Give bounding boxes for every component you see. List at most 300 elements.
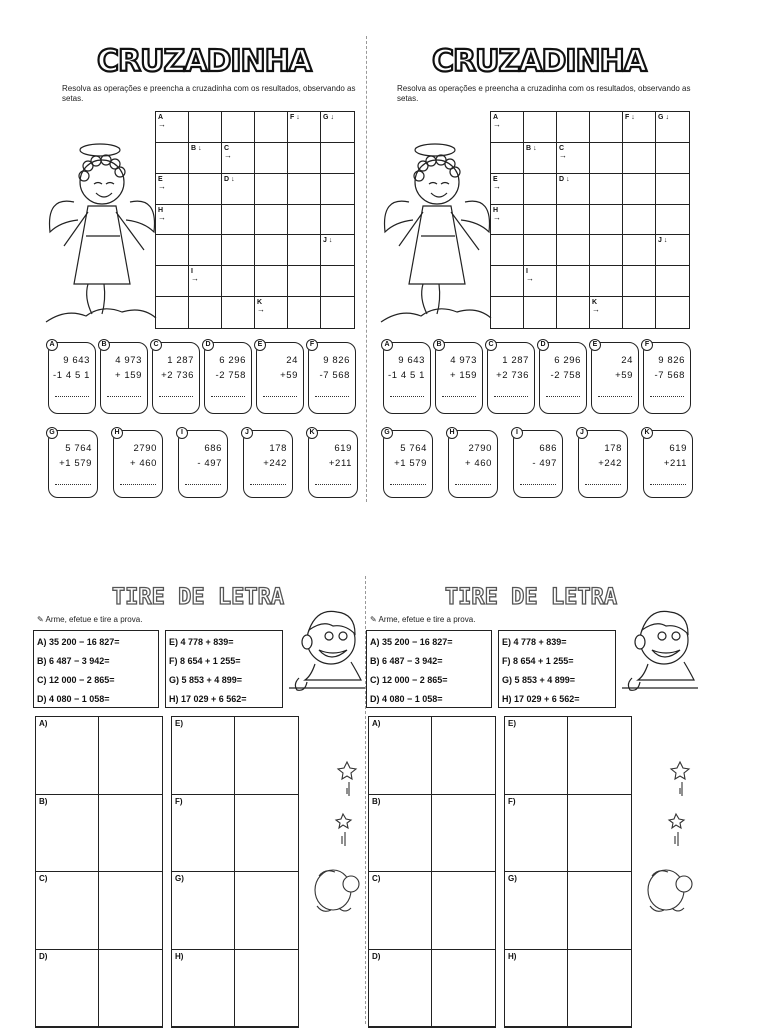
crossword-clue-i: I xyxy=(191,268,193,276)
crossword-cell[interactable] xyxy=(557,235,590,266)
work-grid-subtraction xyxy=(368,716,496,1028)
operation-letter-badge: G xyxy=(46,427,58,439)
tire-de-letra-panel-left xyxy=(33,576,365,1024)
answer-field[interactable] xyxy=(442,393,476,397)
clue-arrow-icon: → xyxy=(493,181,501,191)
cruzadinha-panel-right xyxy=(371,36,697,500)
crossword-cell[interactable] xyxy=(491,143,524,174)
answer-field[interactable] xyxy=(546,393,580,397)
operation-letter-badge: H xyxy=(446,427,458,439)
crossword-cell[interactable] xyxy=(222,235,255,266)
work-cell[interactable] xyxy=(369,717,432,795)
answer-field[interactable] xyxy=(598,393,632,397)
crossword-cell[interactable] xyxy=(321,143,354,174)
crossword-clue-f: F xyxy=(290,114,295,121)
crossword-cell[interactable] xyxy=(189,174,222,205)
crossword-cell[interactable] xyxy=(623,112,656,143)
clue-arrow-icon: ↓ xyxy=(631,114,635,121)
crossword-cell[interactable] xyxy=(189,266,222,297)
operand-bottom: +242 xyxy=(598,458,622,469)
crossword-cell[interactable] xyxy=(255,112,288,143)
work-cell[interactable] xyxy=(369,795,432,873)
operation-card-d xyxy=(539,342,587,414)
crossword-cell[interactable] xyxy=(156,235,189,266)
proof-cell[interactable] xyxy=(568,795,631,873)
crossword-clue-a: A xyxy=(158,114,164,121)
proof-cell[interactable] xyxy=(568,717,631,795)
answer-field[interactable] xyxy=(315,481,351,485)
operations-box-addition xyxy=(498,630,616,708)
answer-field[interactable] xyxy=(55,393,89,397)
crossword-cell[interactable] xyxy=(491,266,524,297)
clue-arrow-icon: ↓ xyxy=(198,144,202,152)
work-cell-label: C) xyxy=(39,874,48,883)
work-cell-label: F) xyxy=(508,796,516,806)
work-cell[interactable] xyxy=(505,795,568,873)
crossword-cell[interactable] xyxy=(189,143,222,174)
crossword-clue-c: C xyxy=(224,144,230,152)
operation-card-i xyxy=(513,430,563,498)
crossword-cell[interactable] xyxy=(557,143,590,174)
boy-illustration xyxy=(622,602,698,702)
operation-card-c xyxy=(487,342,535,414)
crossword-clue-a: A xyxy=(493,114,499,121)
operation-letter-badge: K xyxy=(641,427,653,439)
operation-letter-badge: I xyxy=(511,427,523,439)
answer-field[interactable] xyxy=(315,393,349,397)
crossword-cell[interactable] xyxy=(156,297,189,328)
crossword-cell[interactable] xyxy=(524,266,557,297)
crossword-cell[interactable] xyxy=(255,266,288,297)
operand-top: 1 287 xyxy=(502,355,529,366)
crossword-cell[interactable] xyxy=(524,143,557,174)
proof-cell[interactable] xyxy=(432,795,495,873)
crossword-clue-marker xyxy=(191,145,202,152)
work-cell-label: C) xyxy=(372,874,381,883)
answer-field[interactable] xyxy=(250,481,286,485)
answer-field[interactable] xyxy=(520,481,556,485)
work-cell-label: G) xyxy=(175,874,184,883)
crossword-cell[interactable] xyxy=(491,174,524,205)
crossword-cell[interactable] xyxy=(222,297,255,328)
operation-card-e xyxy=(591,342,639,414)
crossword-clue-j: J xyxy=(323,237,327,245)
operand-bottom: +1 579 xyxy=(59,458,92,469)
crossword-cell[interactable] xyxy=(321,174,354,205)
crossword-cell[interactable] xyxy=(623,235,656,266)
tire-de-letra-panel-right xyxy=(366,576,698,1024)
answer-field[interactable] xyxy=(159,393,193,397)
operation-line: C) 12 000 − 2 865= xyxy=(37,675,115,685)
crossword-cell[interactable] xyxy=(590,143,623,174)
crossword-clue-marker xyxy=(625,114,635,121)
crossword-cell[interactable] xyxy=(524,112,557,143)
crossword-clue-b: B xyxy=(526,144,532,152)
operation-line: E) 4 778 + 839= xyxy=(502,637,567,647)
crossword-clue-b: B xyxy=(191,144,197,152)
clue-arrow-icon: → xyxy=(526,274,534,284)
crossword-cell[interactable] xyxy=(288,266,321,297)
work-grid-addition xyxy=(171,716,299,1028)
operation-line: D) 4 080 − 1 058= xyxy=(370,694,443,704)
operation-card-j xyxy=(243,430,293,498)
operand-top: 24 xyxy=(286,355,298,366)
proof-cell[interactable] xyxy=(568,872,631,950)
work-cell-label: A) xyxy=(39,719,48,728)
operand-bottom: + 460 xyxy=(464,458,492,469)
crossword-cell[interactable] xyxy=(222,143,255,174)
tire-de-letra-title xyxy=(426,582,636,610)
operations-row-2 xyxy=(48,430,358,498)
cruzadinha-title xyxy=(432,40,646,80)
crossword-clue-g: G xyxy=(323,114,329,121)
crossword-cell[interactable] xyxy=(656,266,689,297)
operation-card-g xyxy=(383,430,433,498)
answer-field[interactable] xyxy=(390,393,424,397)
operation-letter-badge: B xyxy=(98,339,110,351)
operation-letter-badge: G xyxy=(381,427,393,439)
answer-field[interactable] xyxy=(55,481,91,485)
crossword-cell[interactable] xyxy=(557,266,590,297)
operand-top: 178 xyxy=(604,443,622,454)
crossword-cell[interactable] xyxy=(288,143,321,174)
crossword-cell[interactable] xyxy=(656,112,689,143)
work-cell[interactable] xyxy=(172,717,235,795)
work-cell-label: H) xyxy=(508,951,517,961)
operation-card-e xyxy=(256,342,304,414)
operation-card-k xyxy=(308,430,358,498)
work-cell[interactable] xyxy=(505,950,568,1028)
crossword-clue-k: K xyxy=(257,299,263,307)
work-cell[interactable] xyxy=(505,717,568,795)
clue-arrow-icon: → xyxy=(158,181,166,191)
operation-card-f xyxy=(308,342,356,414)
operand-top: 1 287 xyxy=(167,355,194,366)
crossword-cell[interactable] xyxy=(255,297,288,328)
operations-box-subtraction xyxy=(33,630,159,708)
crossword-cell[interactable] xyxy=(557,112,590,143)
crossword-cell[interactable] xyxy=(288,174,321,205)
answer-field[interactable] xyxy=(211,393,245,397)
crossword-cell[interactable] xyxy=(623,143,656,174)
work-grid-addition xyxy=(504,716,632,1028)
crossword-clue-i: I xyxy=(526,268,528,276)
crossword-cell[interactable] xyxy=(222,112,255,143)
operation-line: G) 5 853 + 4 899= xyxy=(502,675,576,685)
cruzadinha-instruction: Resolva as operações e preencha a cruzadinha com os resultados, observando as setas. xyxy=(62,84,356,103)
clue-arrow-icon: ↓ xyxy=(328,237,333,245)
operation-card-h xyxy=(448,430,498,498)
operand-top: 4 973 xyxy=(115,355,142,366)
crossword-clue-marker xyxy=(658,114,669,121)
crossword-clue-marker xyxy=(158,114,166,128)
operations-row-2 xyxy=(383,430,693,498)
crossword-cell[interactable] xyxy=(156,266,189,297)
crossword-clue-d: D xyxy=(559,175,565,183)
crossword-cell[interactable] xyxy=(590,205,623,236)
clue-arrow-icon: ↓ xyxy=(231,175,235,183)
work-cell[interactable] xyxy=(172,872,235,950)
crossword-cell[interactable] xyxy=(288,297,321,328)
operation-line: D) 4 080 − 1 058= xyxy=(37,694,110,704)
crossword-cell[interactable] xyxy=(656,143,689,174)
operand-bottom: +1 579 xyxy=(394,458,427,469)
operation-line: H) 17 029 + 6 562= xyxy=(169,694,247,704)
operand-bottom: + 460 xyxy=(129,458,157,469)
crossword-cell[interactable] xyxy=(156,174,189,205)
answer-field[interactable] xyxy=(263,393,297,397)
crossword-clue-h: H xyxy=(158,206,164,214)
crossword-cell[interactable] xyxy=(590,266,623,297)
pencil-icon: ✎ xyxy=(370,615,377,624)
crossword-cell[interactable] xyxy=(222,205,255,236)
operand-bottom: +2 736 xyxy=(161,370,194,381)
crossword-clue-h: H xyxy=(493,206,499,214)
crossword-clue-j: J xyxy=(658,237,662,245)
proof-cell[interactable] xyxy=(432,872,495,950)
crossword-cell[interactable] xyxy=(590,112,623,143)
operation-letter-badge: D xyxy=(202,339,214,351)
cut-line-top xyxy=(366,36,367,502)
proof-cell[interactable] xyxy=(432,717,495,795)
operand-bottom: +59 xyxy=(280,370,298,381)
operation-line: H) 17 029 + 6 562= xyxy=(502,694,580,704)
work-cell[interactable] xyxy=(36,717,99,795)
crossword-cell[interactable] xyxy=(557,205,590,236)
crossword-cell[interactable] xyxy=(590,235,623,266)
operand-top: 9 643 xyxy=(398,355,425,366)
angel-illustration xyxy=(44,132,156,328)
operand-bottom: -7 568 xyxy=(654,370,685,381)
operation-card-k xyxy=(643,430,693,498)
crossword-cell[interactable] xyxy=(321,205,354,236)
boy-illustration xyxy=(289,602,365,702)
operand-bottom: +211 xyxy=(328,458,352,469)
proof-cell[interactable] xyxy=(235,950,298,1028)
operand-bottom: +2 736 xyxy=(496,370,529,381)
operand-top: 2790 xyxy=(133,443,157,454)
crossword-cell[interactable] xyxy=(255,205,288,236)
crossword-cell[interactable] xyxy=(590,297,623,328)
operation-card-i xyxy=(178,430,228,498)
crossword-cell[interactable] xyxy=(656,205,689,236)
crossword-cell[interactable] xyxy=(656,297,689,328)
operations-box-subtraction xyxy=(366,630,492,708)
tire-de-letra-instruction xyxy=(370,615,475,624)
crossword-clue-marker xyxy=(658,237,667,244)
crossword-cell[interactable] xyxy=(255,143,288,174)
crossword-clue-e: E xyxy=(158,175,163,183)
crossword-cell[interactable] xyxy=(288,235,321,266)
operation-line: F) 8 654 + 1 255= xyxy=(169,656,241,666)
crossword-cell[interactable] xyxy=(524,235,557,266)
operand-top: 686 xyxy=(204,443,222,454)
proof-cell[interactable] xyxy=(568,950,631,1028)
crossword-clue-marker xyxy=(158,207,166,221)
clue-arrow-icon: → xyxy=(257,305,265,315)
operation-letter-badge: K xyxy=(306,427,318,439)
operation-letter-badge: E xyxy=(589,339,601,351)
crossword-clue-f: F xyxy=(625,114,630,121)
work-cell-label: E) xyxy=(508,719,516,728)
clue-arrow-icon: ↓ xyxy=(566,175,570,183)
operand-top: 686 xyxy=(539,443,557,454)
operation-letter-badge: A xyxy=(46,339,58,351)
crossword-cell[interactable] xyxy=(156,205,189,236)
answer-field[interactable] xyxy=(650,393,684,397)
operand-bottom: -1 4 5 1 xyxy=(387,370,425,381)
crossword-cell[interactable] xyxy=(623,205,656,236)
crossword-cell[interactable] xyxy=(321,266,354,297)
operation-letter-badge: J xyxy=(576,427,588,439)
operand-top: 5 764 xyxy=(400,443,427,454)
side-doodles xyxy=(636,756,698,926)
operation-letter-badge: C xyxy=(485,339,497,351)
crossword-cell[interactable] xyxy=(656,235,689,266)
proof-cell[interactable] xyxy=(99,872,162,950)
answer-field[interactable] xyxy=(120,481,156,485)
operand-bottom: -2 758 xyxy=(215,370,246,381)
crossword-cell[interactable] xyxy=(491,112,524,143)
crossword-cell[interactable] xyxy=(491,297,524,328)
operation-card-b xyxy=(100,342,148,414)
crossword-cell[interactable] xyxy=(524,297,557,328)
operation-line: A) 35 200 − 16 827= xyxy=(37,637,120,647)
crossword-cell[interactable] xyxy=(321,112,354,143)
work-cell[interactable] xyxy=(36,872,99,950)
work-cell[interactable] xyxy=(505,872,568,950)
operation-letter-badge: D xyxy=(537,339,549,351)
crossword-cell[interactable] xyxy=(189,112,222,143)
operation-letter-badge: H xyxy=(111,427,123,439)
crossword-cell[interactable] xyxy=(557,297,590,328)
proof-cell[interactable] xyxy=(99,950,162,1028)
crossword-grid xyxy=(155,111,355,329)
operations-row-1 xyxy=(383,342,691,414)
proof-cell[interactable] xyxy=(99,717,162,795)
crossword-cell[interactable] xyxy=(156,112,189,143)
crossword-cell[interactable] xyxy=(524,205,557,236)
crossword-clue-marker xyxy=(559,145,567,159)
clue-arrow-icon: → xyxy=(158,212,166,222)
work-cell-label: E) xyxy=(175,719,183,728)
crossword-clue-c: C xyxy=(559,144,565,152)
operation-card-b xyxy=(435,342,483,414)
crossword-cell[interactable] xyxy=(156,143,189,174)
answer-field[interactable] xyxy=(185,481,221,485)
crossword-cell[interactable] xyxy=(189,297,222,328)
crossword-cell[interactable] xyxy=(623,266,656,297)
crossword-cell[interactable] xyxy=(623,297,656,328)
crossword-cell[interactable] xyxy=(491,235,524,266)
operand-bottom: +59 xyxy=(615,370,633,381)
operation-letter-badge: F xyxy=(306,339,318,351)
crossword-cell[interactable] xyxy=(222,266,255,297)
operation-card-h xyxy=(113,430,163,498)
crossword-clue-d: D xyxy=(224,175,230,183)
crossword-cell[interactable] xyxy=(288,112,321,143)
operand-bottom: -2 758 xyxy=(550,370,581,381)
clue-arrow-icon: → xyxy=(592,305,600,315)
clue-arrow-icon: ↓ xyxy=(663,237,668,245)
proof-cell[interactable] xyxy=(235,872,298,950)
crossword-clue-marker xyxy=(493,114,501,128)
crossword-clue-g: G xyxy=(658,114,664,121)
answer-field[interactable] xyxy=(455,481,491,485)
work-cell-label: H) xyxy=(175,951,184,961)
crossword-cell[interactable] xyxy=(321,297,354,328)
crossword-cell[interactable] xyxy=(557,174,590,205)
crossword-cell[interactable] xyxy=(222,174,255,205)
clue-arrow-icon: ↓ xyxy=(296,114,300,121)
work-cell[interactable] xyxy=(172,950,235,1028)
tire-de-letra-title xyxy=(93,582,303,610)
operation-card-c xyxy=(152,342,200,414)
crossword-grid xyxy=(490,111,690,329)
work-cell[interactable] xyxy=(36,950,99,1028)
crossword-clue-marker xyxy=(224,176,235,183)
operand-bottom: -1 4 5 1 xyxy=(52,370,90,381)
cruzadinha-title-text: CRUZADINHA xyxy=(97,44,311,79)
work-cell[interactable] xyxy=(172,795,235,873)
operand-top: 9 826 xyxy=(323,355,350,366)
operand-top: 4 973 xyxy=(450,355,477,366)
crossword-cell[interactable] xyxy=(321,235,354,266)
answer-field[interactable] xyxy=(107,393,141,397)
work-cell[interactable] xyxy=(36,795,99,873)
work-cell[interactable] xyxy=(369,950,432,1028)
proof-cell[interactable] xyxy=(235,717,298,795)
proof-cell[interactable] xyxy=(99,795,162,873)
clue-arrow-icon: → xyxy=(158,120,166,129)
operand-top: 5 764 xyxy=(65,443,92,454)
proof-cell[interactable] xyxy=(235,795,298,873)
operation-line: B) 6 487 − 3 942= xyxy=(370,656,443,666)
operand-top: 619 xyxy=(334,443,352,454)
operand-bottom: - 497 xyxy=(532,458,557,469)
crossword-cell[interactable] xyxy=(189,235,222,266)
work-cell[interactable] xyxy=(369,872,432,950)
tire-de-letra-instruction-text: Arme, efetue e tire a prova. xyxy=(378,615,476,624)
operation-card-d xyxy=(204,342,252,414)
cruzadinha-instruction: Resolva as operações e preencha a cruzadinha com os resultados, observando as setas. xyxy=(397,84,691,103)
crossword-cell[interactable] xyxy=(189,205,222,236)
answer-field[interactable] xyxy=(390,481,426,485)
crossword-cell[interactable] xyxy=(590,174,623,205)
cruzadinha-title xyxy=(97,40,311,80)
crossword-cell[interactable] xyxy=(491,205,524,236)
crossword-cell[interactable] xyxy=(656,174,689,205)
operand-bottom: + 159 xyxy=(449,370,477,381)
crossword-clue-marker xyxy=(493,176,501,190)
operand-top: 178 xyxy=(269,443,287,454)
work-grid-subtraction xyxy=(35,716,163,1028)
clue-arrow-icon: ↓ xyxy=(665,114,669,121)
answer-field[interactable] xyxy=(585,481,621,485)
crossword-clue-marker xyxy=(191,268,199,282)
crossword-cell[interactable] xyxy=(255,235,288,266)
crossword-cell[interactable] xyxy=(288,205,321,236)
answer-field[interactable] xyxy=(494,393,528,397)
crossword-cell[interactable] xyxy=(524,174,557,205)
operation-line: C) 12 000 − 2 865= xyxy=(370,675,448,685)
answer-field[interactable] xyxy=(650,481,686,485)
crossword-cell[interactable] xyxy=(255,174,288,205)
angel-illustration xyxy=(379,132,491,328)
operand-top: 619 xyxy=(669,443,687,454)
crossword-cell[interactable] xyxy=(623,174,656,205)
proof-cell[interactable] xyxy=(432,950,495,1028)
